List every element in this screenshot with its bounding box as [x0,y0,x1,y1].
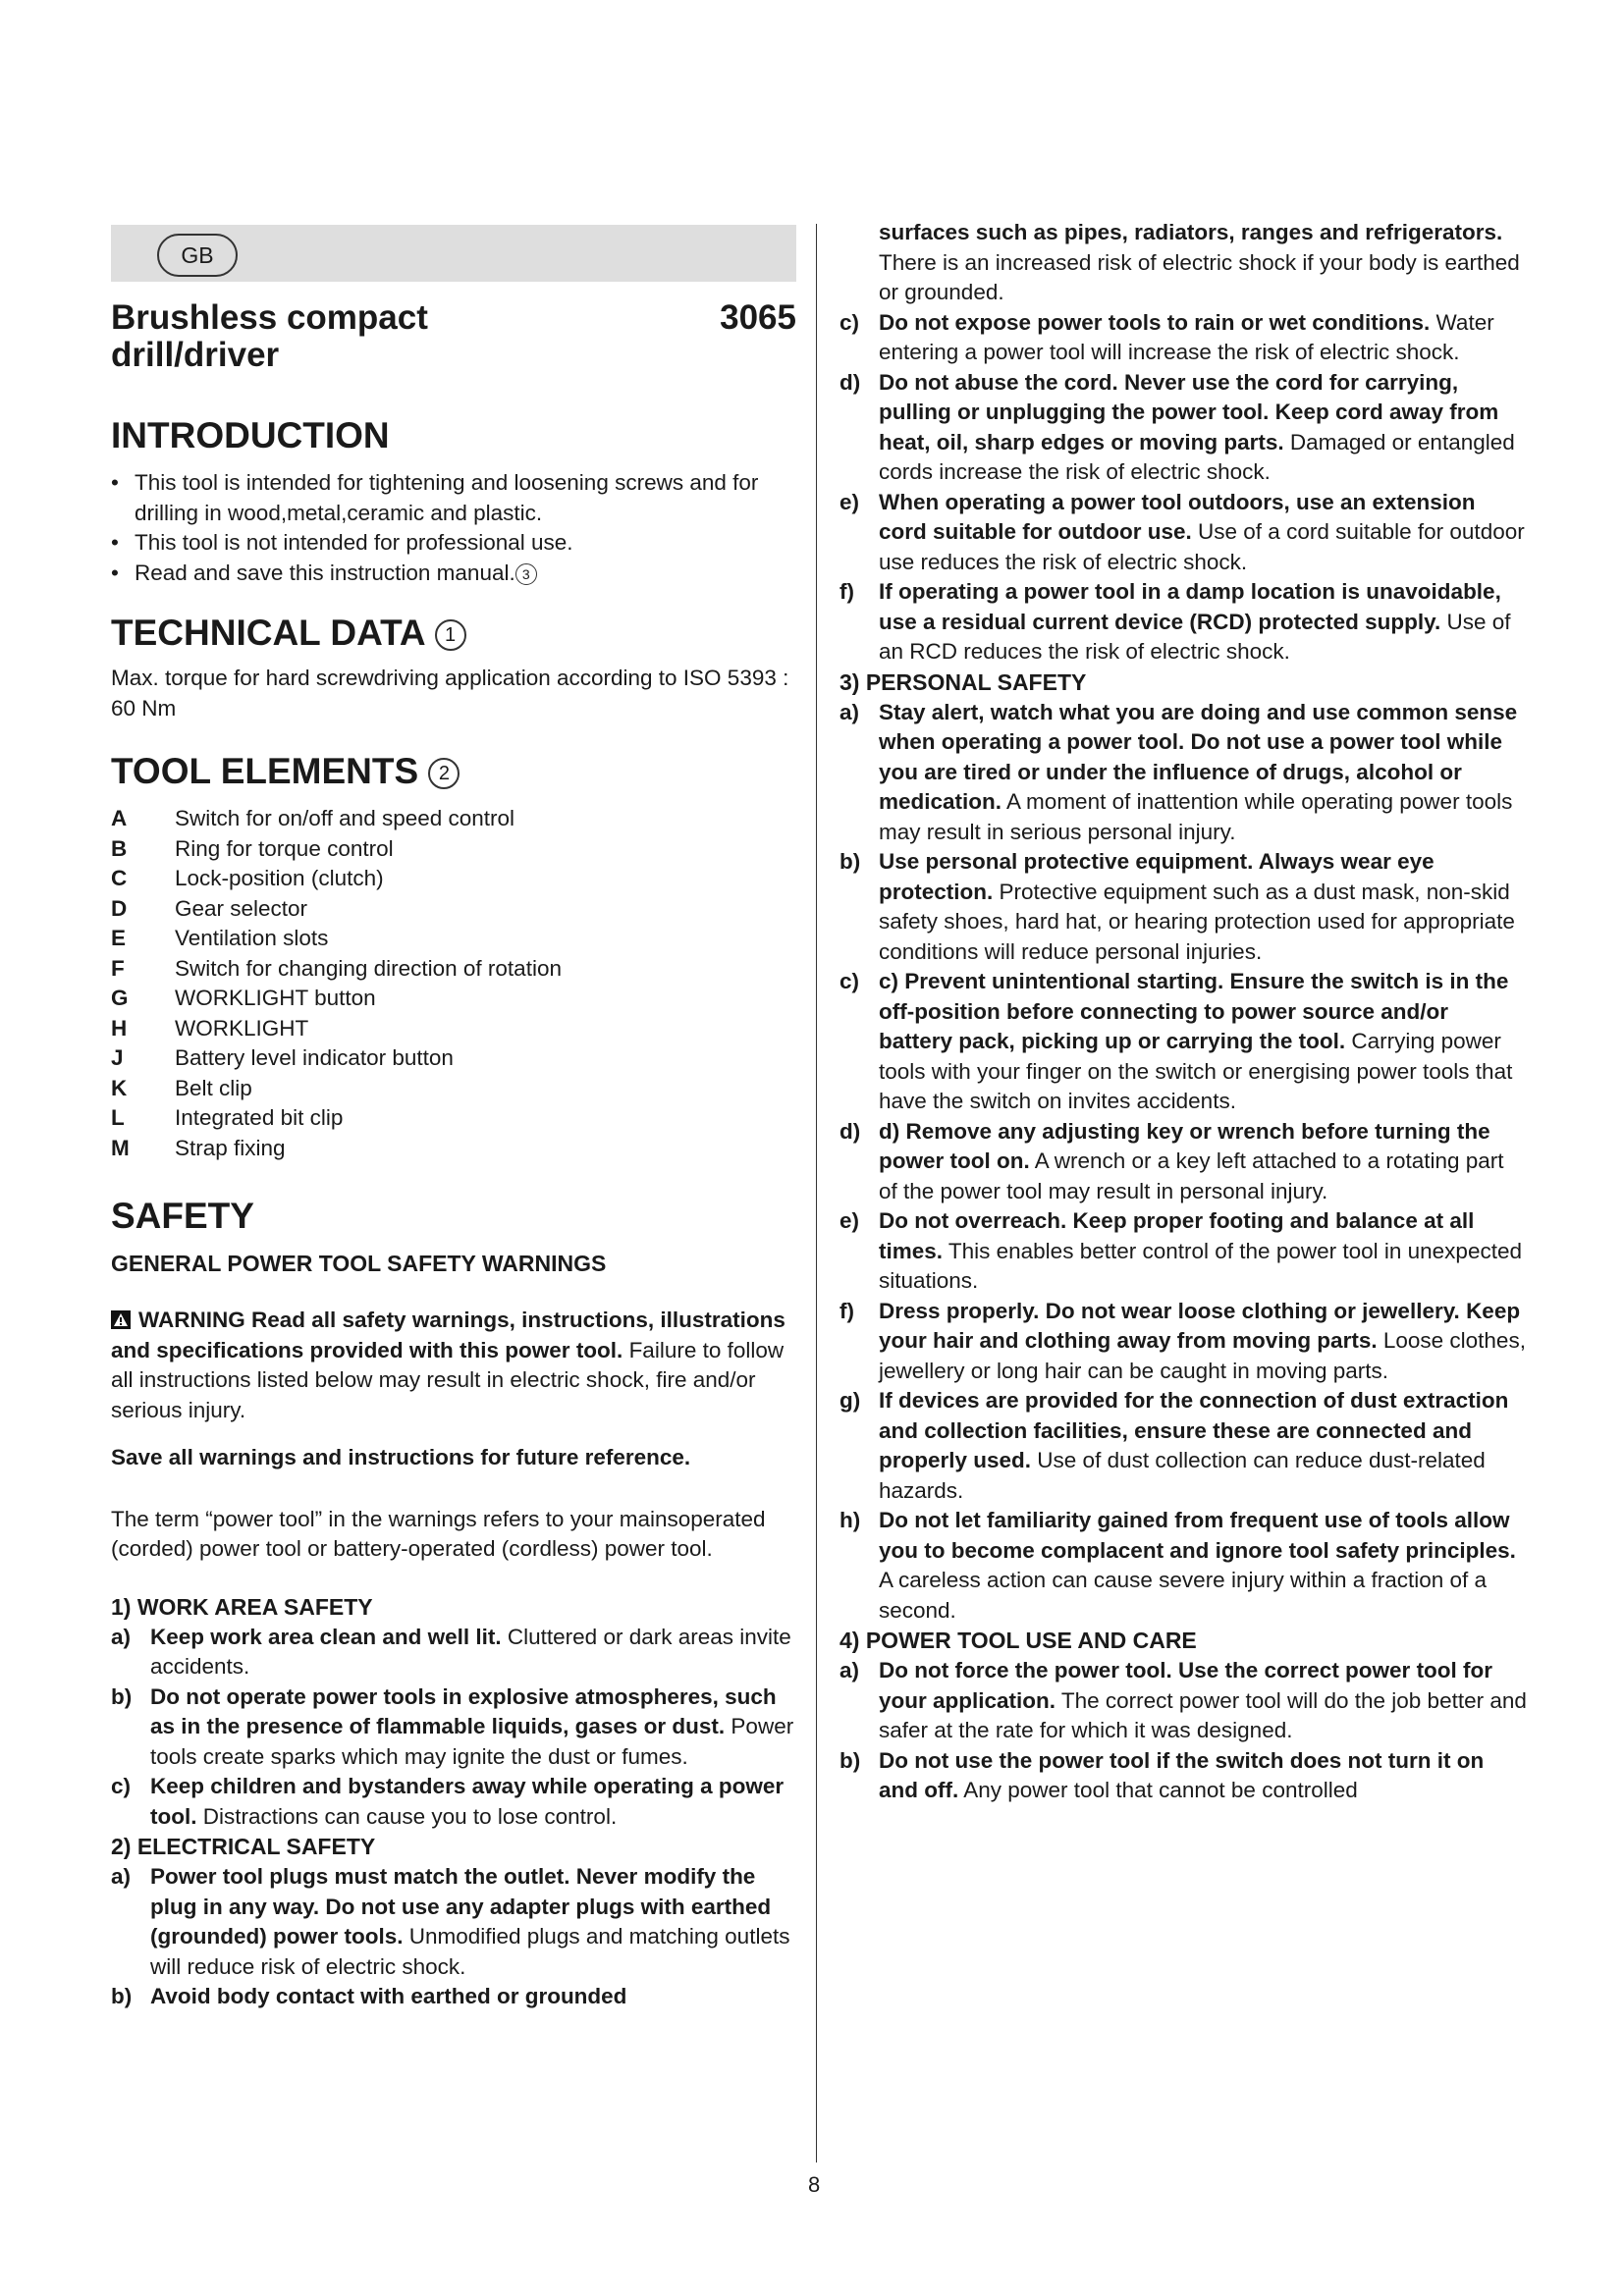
technical-data-heading: TECHNICAL DATA 1 [111,613,796,654]
tool-element-label: WORKLIGHT button [175,986,376,1010]
list-item: c) Keep children and bystanders away while operating a power tool. Distractions can cause you to lose control. [111,1774,785,1829]
safety-subheading: GENERAL POWER TOOL SAFETY WARNINGS [111,1251,607,1276]
model-number: 3065 [720,298,796,337]
tool-element-label: WORKLIGHT [175,1015,309,1041]
tool-element-key: L [111,1105,125,1130]
tool-element-key: D [111,895,128,921]
introduction-heading: INTRODUCTION [111,415,390,455]
tool-element-key: B [111,835,128,861]
tool-element-row [111,954,796,985]
column-divider [816,224,817,2163]
tool-element-key: E [111,926,127,950]
technical-data-section [111,613,796,723]
list-item: e) When operating a power tool outdoors, use an extension cord suitable for outdoor use. Use of a cord suitable for outdoor use reduces the risk of electric shock. [839,489,1525,574]
list-item: c) c) Prevent unintentional starting. Ensure the switch is in the off-position before connecting to power source and/or battery pack, picking up or carrying the tool. Carrying power tools with your finger on the switch or energising power tools that have the switch on invites accidents. [839,969,1513,1113]
tool-element-key: J [111,1045,124,1070]
tool-element-row [111,1074,796,1104]
tool-element-row [111,1134,796,1164]
tool-element-row [111,834,796,865]
right-column [839,218,1527,1806]
tool-element-label: Switch for changing direction of rotation [175,955,562,981]
tool-elements-heading: TOOL ELEMENTS 2 [111,751,796,792]
introduction-section [111,415,796,588]
list-item: a) Stay alert, watch what you are doing and use common sense when operating a power tool. Do not use a power tool while you are tired or under the influence of drugs, alcohol or medication. A moment of inattention while operating power tools may result in serious personal injury. [839,699,1518,844]
list-item: f) Dress properly. Do not wear loose clothing or jewellery. Keep your hair and clothing away from moving parts. Loose clothes, jewellery or long hair can be caught in moving parts. [839,1298,1526,1383]
introduction-list [111,468,796,588]
intro-bullet: • This tool is intended for tightening and loosening screws and for drilling in wood,metal,ceramic and plastic. [111,468,796,528]
warning-paragraph: WARNING Read all safety warnings, instructions, illustrations and specifications provided with this power tool. Failure to follow all instructions listed below may result in electric shock, fire and/or serious injury. [111,1308,785,1422]
intro-bullet: • Read and save this instruction manual. 3 [111,559,796,589]
warning-triangle-icon [111,1310,131,1329]
list-item: g) If devices are provided for the connection of dust extraction and collection facilities, ensure these are connected and properly used. Use of dust collection can reduce dust-related hazards. [839,1388,1509,1503]
tool-element-key: K [111,1075,128,1100]
tool-element-row [111,1103,796,1134]
figure-ref-icon: 2 [428,758,460,789]
tool-element-label: Gear selector [175,895,308,921]
tool-element-row [111,1043,796,1074]
tool-element-row [111,924,796,954]
tool-element-row [111,1014,796,1044]
tool-element-label: Ventilation slots [175,926,329,950]
list-item: f) If operating a power tool in a damp location is unavoidable, use a residual current device (RCD) protected supply. Use of an RCD reduces the risk of electric shock. [839,579,1511,664]
list-item: e) Do not overreach. Keep proper footing and balance at all times. This enables better control of the power tool in unexpected situations. [839,1208,1522,1293]
tool-element-row [111,804,796,834]
tool-element-row [111,984,796,1014]
tool-element-label: Integrated bit clip [175,1105,344,1130]
list-item: d) Do not abuse the cord. Never use the cord for carrying, pulling or unplugging the power tool. Keep cord away from heat, oil, sharp edges or moving parts. Damaged or entangled cords increase the risk of electric shock. [839,369,1515,484]
list-item: h) Do not let familiarity gained from frequent use of tools allow you to become complacent and ignore tool safety principles. A careless action can cause severe injury within a fraction of a second. [839,1508,1516,1623]
safety-section [111,1196,796,2012]
term-paragraph: The term “power tool” in the warnings refers to your mainsoperated (corded) power tool or battery-operated (cordless) power tool. [111,1506,766,1561]
list-item: a) Keep work area clean and well lit. Cluttered or dark areas invite accidents. [111,1624,791,1679]
tool-element-label: Battery level indicator button [175,1045,454,1070]
tool-elements-list [111,804,796,1163]
figure-ref-icon: 1 [435,619,466,651]
tool-element-key: H [111,1015,128,1041]
tool-element-row [111,894,796,925]
figure-ref-icon: 3 [515,563,537,585]
page-number: 8 [808,2172,821,2197]
tool-element-label: Ring for torque control [175,835,394,861]
tool-elements-section [111,751,796,1163]
work-area-heading: 1) WORK AREA SAFETY [111,1593,373,1620]
tool-element-row [111,864,796,894]
list-item-continued: surfaces such as pipes, radiators, ranges and refrigerators. There is an increased risk of electric shock if your body is earthed or grounded. [879,220,1520,304]
list-item: a) Do not force the power tool. Use the correct power tool for your application. The correct power tool will do the job better and safer at the rate for which it was designed. [839,1658,1527,1742]
language-bar [111,225,796,282]
tool-use-heading: 4) POWER TOOL USE AND CARE [839,1628,1197,1653]
title-block [111,299,796,374]
tool-element-label: Strap fixing [175,1135,286,1160]
language-badge: GB [157,234,238,277]
electrical-safety-heading: 2) ELECTRICAL SAFETY [111,1834,376,1859]
personal-safety-heading: 3) PERSONAL SAFETY [839,668,1087,695]
tool-element-key: A [111,806,128,830]
tool-element-key: M [111,1135,130,1160]
list-item: a) Power tool plugs must match the outlet. Never modify the plug in any way. Do not use any adapter plugs with earthed (grounded) power tools. Unmodified plugs and matching outlets will reduce risk of electric shock. [111,1864,790,1979]
list-item: b) Avoid body contact with earthed or grounded [111,1984,627,2008]
tool-element-label: Belt clip [175,1075,252,1100]
intro-bullet: • This tool is not intended for professional use. [111,528,796,559]
save-instructions: Save all warnings and instructions for future reference. [111,1445,691,1469]
safety-heading: SAFETY [111,1196,254,1236]
page-title: Brushless compact drill/driver [111,298,428,374]
list-item: d) d) Remove any adjusting key or wrench before turning the power tool on. A wrench or a key left attached to a rotating part of the power tool may result in personal injury. [839,1118,1504,1203]
tool-element-key: C [111,866,128,890]
list-item: b) Do not operate power tools in explosive atmospheres, such as in the presence of flammable liquids, gases or dust. Power tools create sparks which may ignite the dust or fumes. [111,1683,794,1769]
tool-element-key: G [111,986,129,1010]
technical-data-text: Max. torque for hard screwdriving application according to ISO 5393 : 60 Nm [111,666,789,721]
tool-element-key: F [111,955,125,981]
tool-element-label: Switch for on/off and speed control [175,806,515,830]
tool-element-label: Lock-position (clutch) [175,866,384,890]
list-item: b) Do not use the power tool if the switch does not turn it on and off. Any power tool that cannot be controlled [839,1747,1485,1802]
list-item: b) Use personal protective equipment. Always wear eye protection. Protective equipment such as a dust mask, non-skid safety shoes, hard hat, or hearing protection used for appropriate conditions will reduce personal injuries. [839,849,1515,964]
list-item: c) Do not expose power tools to rain or wet conditions. Water entering a power tool will increase the risk of electric shock. [839,309,1494,364]
